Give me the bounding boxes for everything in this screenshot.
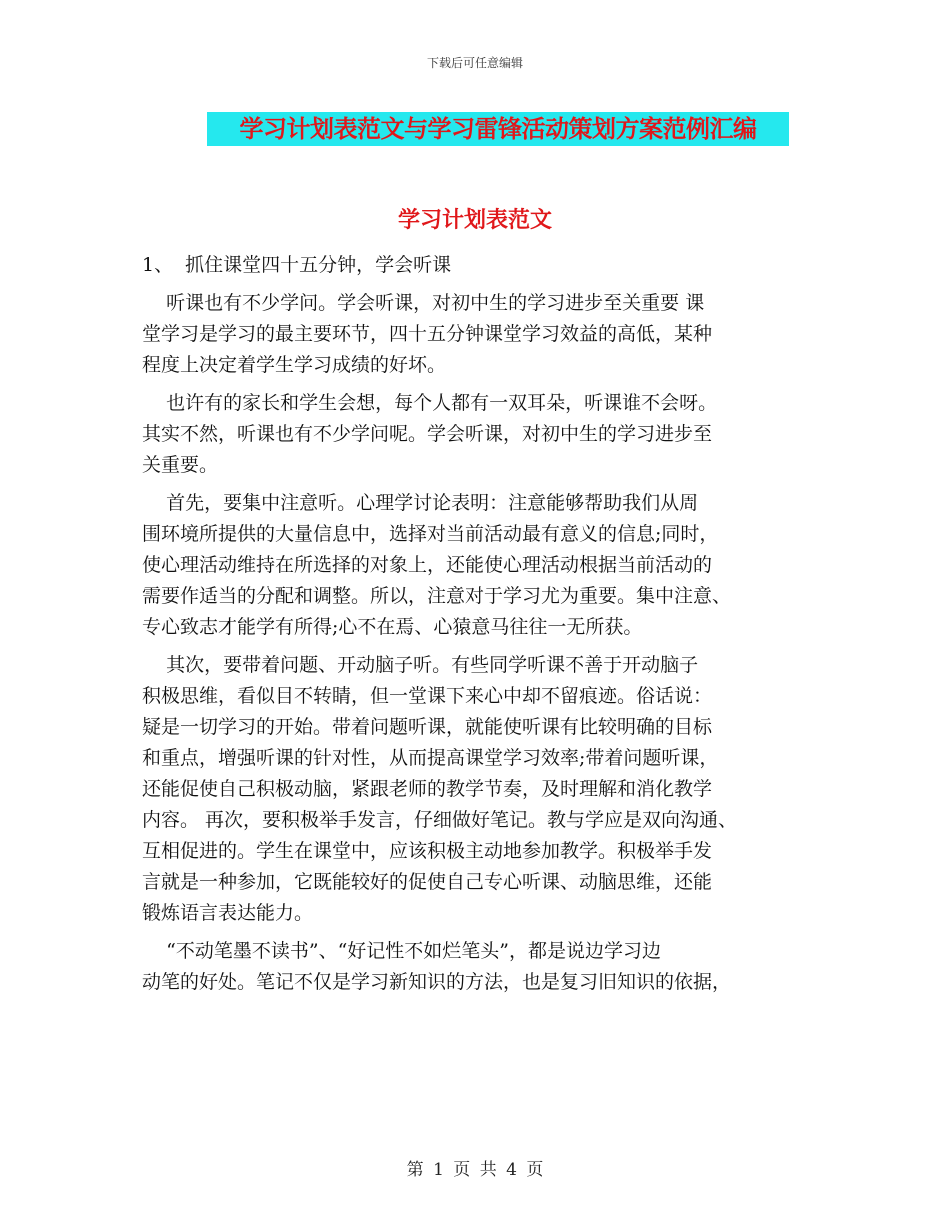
text-line: 互相促进的。学生在课堂中，应该积极主动地参加教学。积极举手发 xyxy=(142,840,713,862)
text-line: 堂学习是学习的最主要环节，四十五分钟课堂学习效益的高低，某种 xyxy=(142,323,713,345)
text-line: 听课也有不少学问。学会听课，对初中生的学习进步至关重要 课 xyxy=(142,292,705,314)
text-line: 程度上决定着学生学习成绩的好坏。 xyxy=(142,354,447,376)
section-title: 学习计划表范文 xyxy=(397,208,552,233)
document-body xyxy=(142,250,812,998)
paragraph xyxy=(142,488,812,643)
document-title: 学习计划表范文与学习雷锋活动策划方案范例汇编 xyxy=(207,112,789,146)
text-line: 和重点，增强听课的针对性，从而提高课堂学习效率;带着问题听课， xyxy=(142,747,719,769)
page-number: 第 1 页 共 4 页 xyxy=(406,1160,544,1180)
text-line: 内容。 再次，要积极举手发言，仔细做好笔记。教与学应是双向沟通、 xyxy=(142,809,738,831)
text-line: 1、 抓住课堂四十五分钟，学会听课 xyxy=(142,254,452,276)
text-line: 围环境所提供的大量信息中，选择对当前活动最有意义的信息;同时， xyxy=(142,523,719,545)
text-line: 也许有的家长和学生会想，每个人都有一双耳朵，听课谁不会呀。 xyxy=(142,392,718,414)
text-line: 疑是一切学习的开始。带着问题听课，就能使听课有比较明确的目标 xyxy=(142,716,713,738)
text-line: 积极思维，看似目不转睛，但一堂课下来心中却不留痕迹。俗话说： xyxy=(142,685,713,707)
paragraph xyxy=(142,650,812,929)
text-line: “不动笔墨不读书”、“好记性不如烂笔头”，都是说边学习边 xyxy=(142,940,662,962)
paragraph xyxy=(142,936,812,998)
page-header-note: 下载后可任意编辑 xyxy=(426,56,523,70)
text-line: 其次，要带着问题、开动脑子听。有些同学听课不善于开动脑子 xyxy=(142,654,699,676)
paragraph xyxy=(142,250,812,281)
text-line: 使心理活动维持在所选择的对象上，还能使心理活动根据当前活动的 xyxy=(142,554,713,576)
text-line: 需要作适当的分配和调整。所以，注意对于学习尤为重要。集中注意、 xyxy=(142,585,732,607)
text-line: 动笔的好处。笔记不仅是学习新知识的方法，也是复习旧知识的依据， xyxy=(142,971,732,993)
text-line: 还能促使自己积极动脑，紧跟老师的教学节奏，及时理解和消化教学 xyxy=(142,778,713,800)
text-line: 其实不然，听课也有不少学问呢。学会听课，对初中生的学习进步至 xyxy=(142,423,713,445)
text-line: 首先，要集中注意听。心理学讨论表明：注意能够帮助我们从周 xyxy=(142,492,699,514)
text-line: 言就是一种参加，它既能较好的促使自己专心听课、动脑思维，还能 xyxy=(142,871,713,893)
text-line: 关重要。 xyxy=(142,454,219,476)
text-line: 专心致志才能学有所得;心不在焉、心猿意马往往一无所获。 xyxy=(142,616,643,638)
paragraph xyxy=(142,388,812,481)
text-line: 锻炼语言表达能力。 xyxy=(142,902,314,924)
paragraph xyxy=(142,288,812,381)
